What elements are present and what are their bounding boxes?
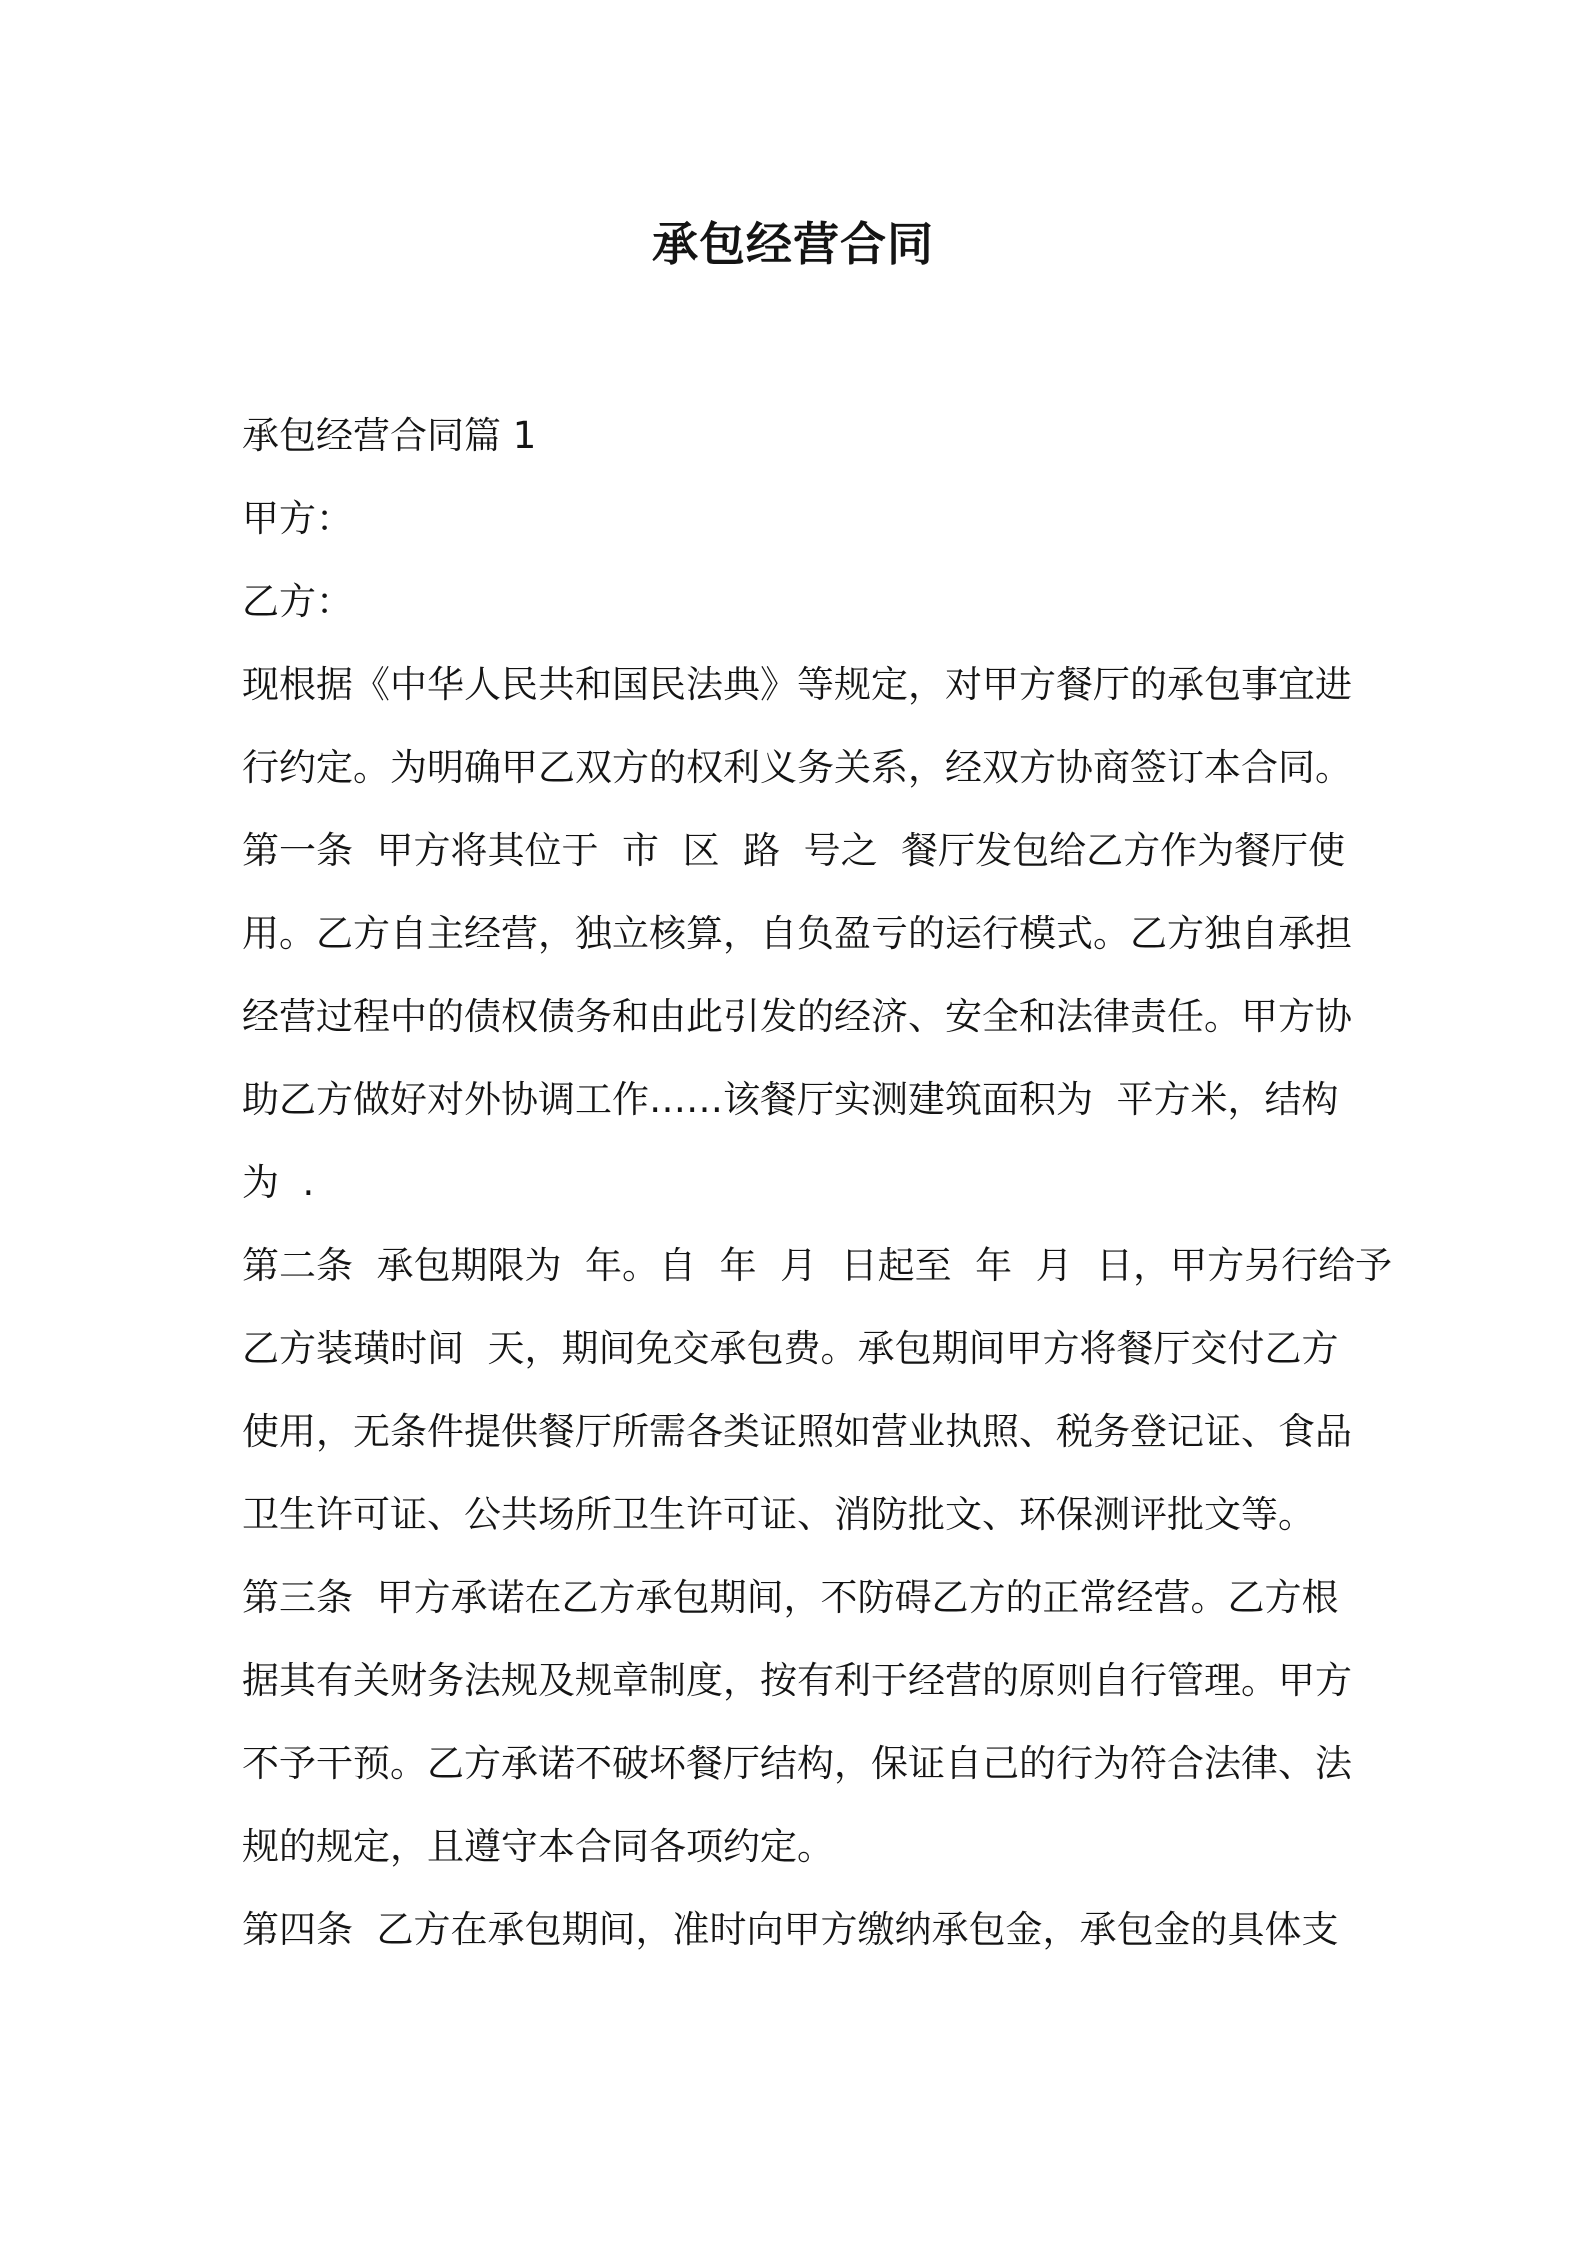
section-heading: 承包经营合同篇 1 xyxy=(242,414,537,457)
text-line: 经营过程中的债权债务和由此引发的经济、安全和法律责任。甲方协 xyxy=(242,995,1352,1038)
text-line: 用。乙方自主经营，独立核算，自负盈亏的运行模式。乙方独自承担 xyxy=(242,912,1352,955)
text-line: 规的规定，且遵守本合同各项约定。 xyxy=(242,1825,834,1868)
text-line: 为 . xyxy=(242,1161,315,1204)
text-line: 第一条 甲方将其位于 市 区 路 号之 餐厅发包给乙方作为餐厅使 xyxy=(242,829,1346,872)
text-line: 助乙方做好对外协调工作……该餐厅实测建筑面积为 平方米，结构 xyxy=(242,1078,1339,1121)
party-b-label: 乙方： xyxy=(242,580,353,623)
text-line: 使用，无条件提供餐厅所需各类证照如营业执照、税务登记证、食品 xyxy=(242,1410,1352,1453)
text-line: 第四条 乙方在承包期间，准时向甲方缴纳承包金，承包金的具体支 xyxy=(242,1908,1339,1951)
text-line: 第三条 甲方承诺在乙方承包期间，不防碍乙方的正常经营。乙方根 xyxy=(242,1576,1339,1619)
text-line: 卫生许可证、公共场所卫生许可证、消防批文、环保测评批文等。 xyxy=(242,1493,1315,1536)
text-line: 行约定。为明确甲乙双方的权利义务关系，经双方协商签订本合同。 xyxy=(242,746,1352,789)
party-a-label: 甲方： xyxy=(242,497,353,540)
text-line: 现根据《中华人民共和国民法典》等规定，对甲方餐厅的承包事宜进 xyxy=(242,663,1352,706)
document-title: 承包经营合同 xyxy=(652,217,934,271)
text-line: 不予干预。乙方承诺不破坏餐厅结构，保证自己的行为符合法律、法 xyxy=(242,1742,1352,1785)
text-line: 第二条 承包期限为 年。自 年 月 日起至 年 月 日，甲方另行给予 xyxy=(242,1244,1393,1287)
text-line: 据其有关财务法规及规章制度，按有利于经营的原则自行管理。甲方 xyxy=(242,1659,1352,1702)
text-line: 乙方装璜时间 天，期间免交承包费。承包期间甲方将餐厅交付乙方 xyxy=(242,1327,1339,1370)
